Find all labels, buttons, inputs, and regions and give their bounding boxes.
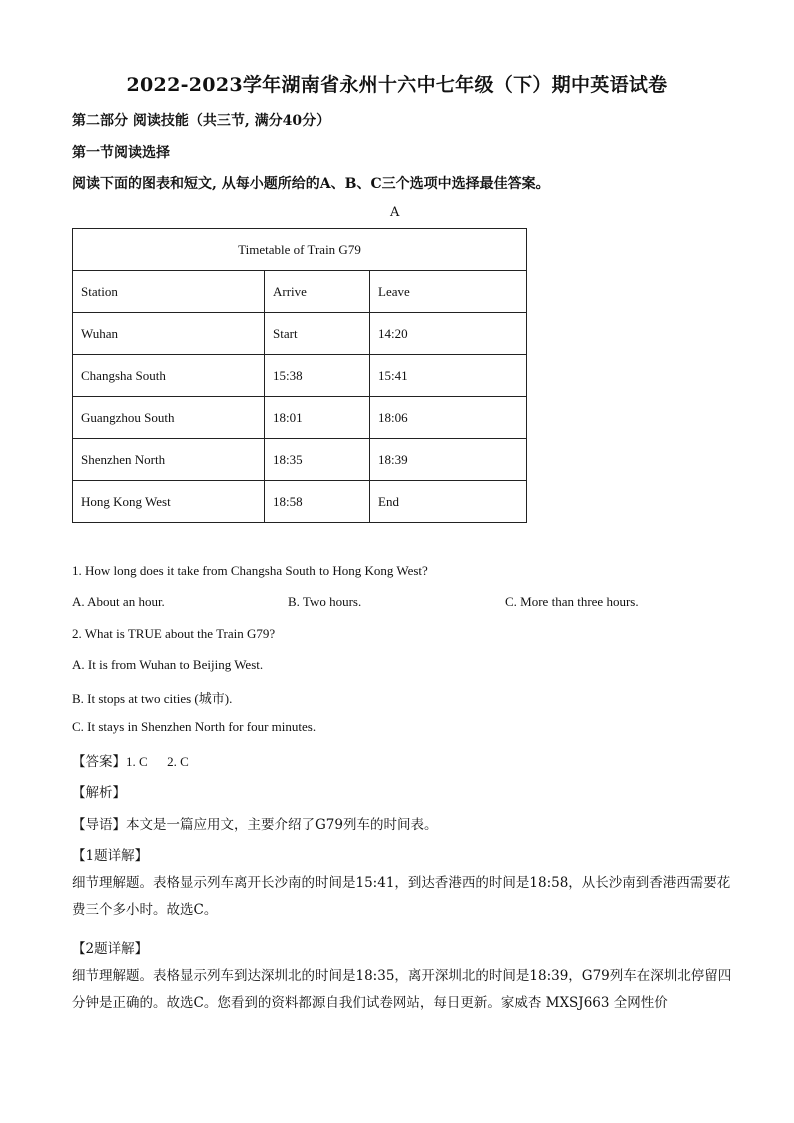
cell-station: Changsha South <box>73 355 265 397</box>
question-1-stem: 1. How long does it take from Changsha South to Hong Kong West? <box>72 563 428 578</box>
detail-2-text: 细节理解题。表格显示列车到达深圳北的时间是18:35，离开深圳北的时间是18:39，G79列车在深圳北停留四分钟是正确的。故选C。您看到的资料都源自我们试卷网站，每日更新。家威杏 MXSJ663 全网性价 <box>72 968 732 1011</box>
question-1-option-a: A. About an hour. <box>72 594 165 609</box>
table-row <box>73 481 527 523</box>
cell-station: Shenzhen North <box>73 439 265 481</box>
question-2-option-c: C. It stays in Shenzhen North for four minutes. <box>72 719 317 734</box>
cell-leave: 18:06 <box>370 397 527 439</box>
guide-label: 【导语】 <box>72 817 126 833</box>
cell-leave: 18:39 <box>370 439 527 481</box>
timetable <box>72 228 527 523</box>
cell-station: Hong Kong West <box>73 481 265 523</box>
question-2-option-b: B. It stops at two cities (城市). <box>72 691 233 706</box>
header-arrive: Arrive <box>265 271 370 313</box>
instruction-text: 阅读下面的图表和短文, 从每小题所给的A、B、C三个选项中选择最佳答案。 <box>72 176 550 192</box>
guide-line <box>72 813 437 833</box>
question-1-option-c: C. More than three hours. <box>505 594 639 609</box>
question-2-option-a: A. It is from Wuhan to Beijing West. <box>72 657 264 672</box>
section-one-heading: 第一节阅读选择 <box>72 145 170 161</box>
table-row <box>73 313 527 355</box>
cell-station: Wuhan <box>73 313 265 355</box>
table-row <box>73 439 527 481</box>
header-leave: Leave <box>370 271 527 313</box>
cell-leave: End <box>370 481 527 523</box>
answer-line <box>72 750 189 770</box>
cell-arrive: 18:35 <box>265 439 370 481</box>
page-title: 2022-2023学年湖南省永州十六中七年级（下）期中英语试卷 <box>126 74 668 96</box>
table-row <box>73 355 527 397</box>
question-1-option-b: B. Two hours. <box>288 594 362 609</box>
detail-2-label: 【2题详解】 <box>72 941 149 957</box>
question-2-stem: 2. What is TRUE about the Train G79? <box>72 626 276 641</box>
table-row <box>73 397 527 439</box>
guide-text: 本文是一篇应用文，主要介绍了G79列车的时间表。 <box>126 817 438 833</box>
answer-label: 【答案】 <box>72 754 126 770</box>
cell-leave: 15:41 <box>370 355 527 397</box>
detail-1-text: 细节理解题。表格显示列车离开长沙南的时间是15:41，到达香港西的时间是18:58，从长沙南到香港西需要花费三个多小时。故选C。 <box>72 875 731 918</box>
cell-arrive: 18:58 <box>265 481 370 523</box>
table-header-row <box>73 271 527 313</box>
header-station: Station <box>73 271 265 313</box>
analysis-label: 【解析】 <box>72 785 126 801</box>
answer-text: 1. C 2. C <box>126 754 189 769</box>
timetable-caption: Timetable of Train G79 <box>73 229 527 271</box>
cell-station: Guangzhou South <box>73 397 265 439</box>
detail-1-label: 【1题详解】 <box>72 848 149 864</box>
cell-leave: 14:20 <box>370 313 527 355</box>
cell-arrive: 18:01 <box>265 397 370 439</box>
cell-arrive: Start <box>265 313 370 355</box>
cell-arrive: 15:38 <box>265 355 370 397</box>
section-part-heading: 第二部分 阅读技能（共三节, 满分40分） <box>72 113 331 129</box>
passage-label: A <box>390 205 400 220</box>
